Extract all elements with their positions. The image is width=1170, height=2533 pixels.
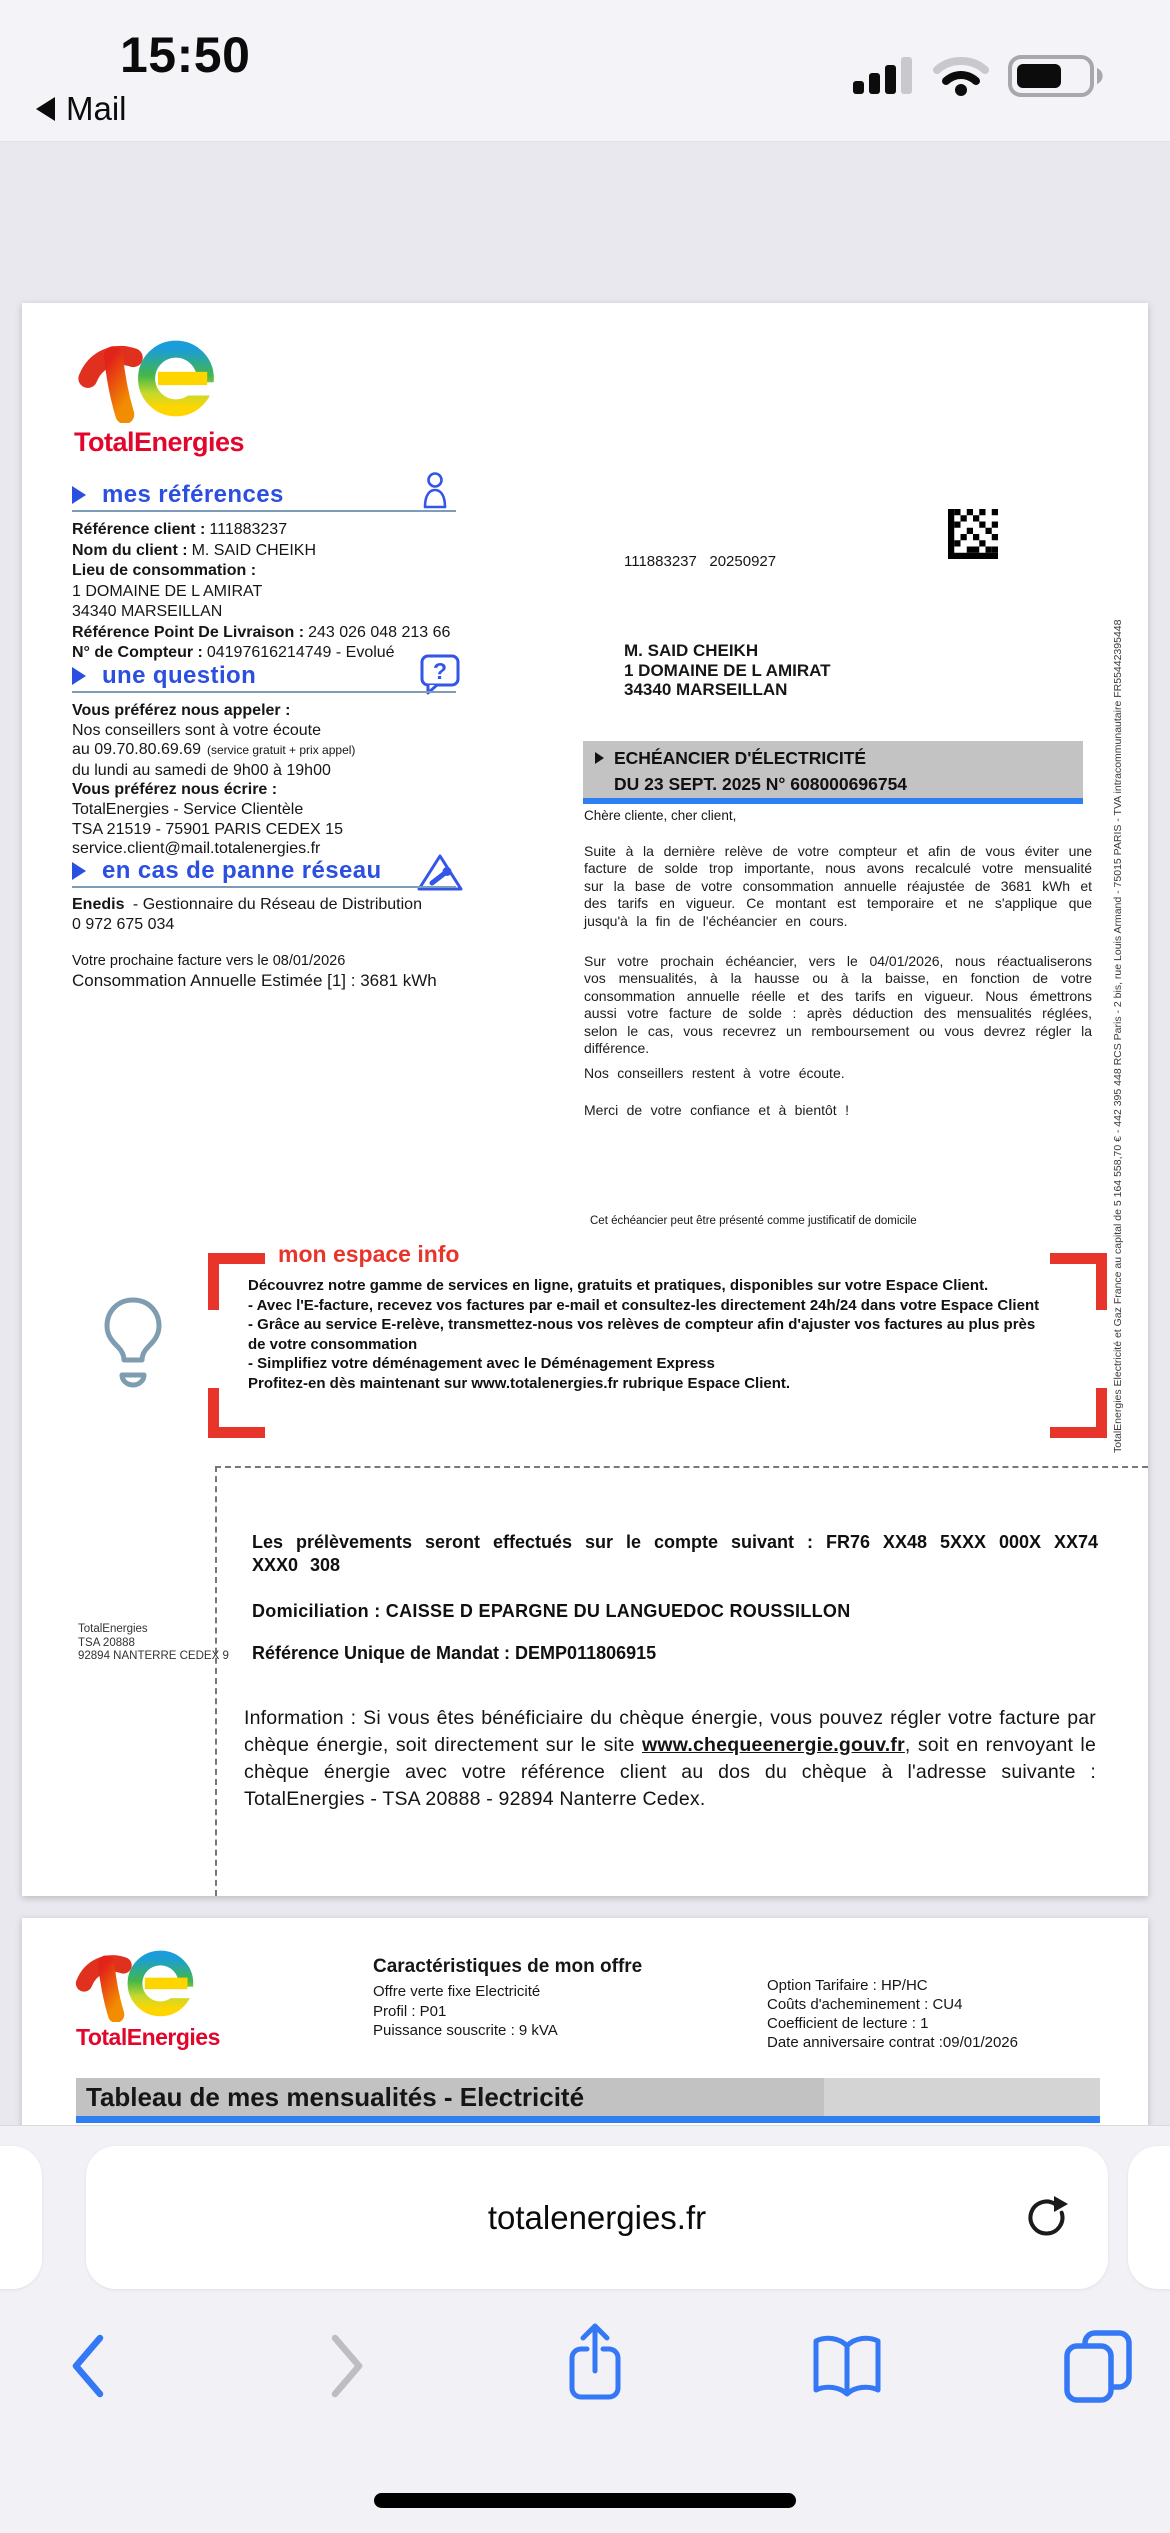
brand-wordmark: TotalEnergies xyxy=(74,427,245,457)
totalenergies-logo xyxy=(74,1944,214,2022)
url-text: totalenergies.fr xyxy=(487,2198,707,2236)
payment-account-line: Les prélèvements seront effectués sur le compte suivant : FR76 XX48 5XXX 000X XX74 XXX0 308 xyxy=(252,1532,1098,1575)
status-time: 15:50 xyxy=(120,27,251,83)
triangle-icon xyxy=(595,752,604,764)
letter-paragraph-2: Sur votre prochain échéancier, vers le 04/01/2026, nous réactualiserons vos mensualités, à la hausse ou à la baisse, en fonction de votre consommation annuelle réelle et des tarifs en vigueur. Nous émettrons aussi votre facture de solde : après déduction des mensualités réglées, selon le cas, vous recevrez un remboursement ou vous devrez régler la différence. xyxy=(584,953,1092,1057)
bookmarks-icon xyxy=(808,2334,886,2398)
status-bar xyxy=(0,0,1170,142)
coupon-dashed-left xyxy=(215,1466,217,1896)
panne-block: Enedis - Gestionnaire du Réseau de Distribution 0 972 675 034 Votre prochaine facture vers le 08/01/2026 Consommation Annuelle Estimée [1] : 3681 kWh xyxy=(72,896,437,990)
lightbulb-icon xyxy=(100,1295,166,1395)
chevron-left-icon xyxy=(68,2333,108,2399)
home-indicator[interactable] xyxy=(374,2493,796,2508)
share-button[interactable] xyxy=(563,2319,627,2407)
brand-wordmark: TotalEnergies xyxy=(76,2024,220,2050)
svg-text:?: ? xyxy=(432,658,448,684)
bracket-bottom-left xyxy=(208,1427,265,1438)
back-to-mail-button[interactable] xyxy=(36,90,127,128)
share-icon xyxy=(563,2321,627,2405)
back-mail-label: Mail xyxy=(66,90,127,127)
url-bar[interactable] xyxy=(86,2146,1108,2289)
chevron-right-icon xyxy=(327,2333,367,2399)
sender-address: TotalEnergies TSA 20888 92894 NANTERRE CEDEX 9 xyxy=(78,1623,229,1662)
espace-info-body: Découvrez notre gamme de services en ligne, gratuits et pratiques, disponibles sur votre Espace Client. - Avec l'E-facture, recevez vos factures par e-mail et consultez-les directement 24h/24 dans votre Espace Client - Grâce au service E-relève, transmettez-nous vos relèves de compteur afin d'ajuster vos factures au plus près de votre consommation - Simplifiez votre déménagement avec le Déménagement Express Profitez-en dès maintenant sur www.totalenergies.fr rubrique Espace Client. xyxy=(248,1277,1040,1392)
chequeenergie-link: www.chequeenergie.gouv.fr xyxy=(642,1734,905,1756)
cheque-energie-info: Information : Si vous êtes bénéficiaire du chèque énergie, vous pouvez régler votre facture par chèque énergie, soit directement sur le site www.chequeenergie.gouv.fr, soit en renvoyant le chèque énergie avec votre référence client au dos du chèque à l'adresse suivante : TotalEnergies - TSA 20888 - 92894 Nanterre Cedex. xyxy=(244,1707,1096,1810)
section-header-references: mes références xyxy=(72,481,284,509)
section-header-question: une question xyxy=(72,662,256,690)
coupon-dashed-top xyxy=(215,1466,1148,1468)
back-button[interactable] xyxy=(58,2326,118,2406)
echeancier-header: ECHÉANCIER D'ÉLECTRICITÉ DU 23 SEPT. 2025 N° 608000696754 xyxy=(583,741,1083,799)
payment-domiciliation: Domiciliation : CAISSE D EPARGNE DU LANGUEDOC ROUSSILLON xyxy=(252,1601,851,1621)
triangle-icon xyxy=(72,486,86,504)
table-header-underline xyxy=(76,2116,1100,2123)
bracket-bottom-right xyxy=(1050,1427,1107,1438)
letter-paragraph-1: Suite à la dernière relève de votre compteur et afin de vous éviter une facture de solde trop importante, nous avons recalculé votre mensualité sur la base de votre consommation annuelle réajustée de 3681 kWh et des tarifs en vigueur. Ce montant est temporaire et ne s'applique que jusqu'à la fin de l'échéancier en cours. xyxy=(584,843,1092,929)
forward-button[interactable] xyxy=(317,2326,377,2406)
document-page-1 xyxy=(22,303,1148,1896)
totalenergies-logo xyxy=(72,333,242,423)
table-header-bar xyxy=(76,2078,1100,2116)
payment-mandat: Référence Unique de Mandat : DEMP011806915 xyxy=(252,1643,657,1663)
recipient-address: M. SAID CHEIKH 1 DOMAINE DE L AMIRAT 34340 MARSEILLAN xyxy=(624,641,831,699)
table-header-bar-light xyxy=(824,2078,1100,2116)
offer-title: Caractéristiques de mon offre xyxy=(373,1956,643,1977)
letter-salutation: Chère cliente, cher client, xyxy=(584,808,737,823)
triangle-icon xyxy=(72,862,86,880)
document-reference-line: 111883237 20250927 xyxy=(624,553,777,570)
next-tab-peek[interactable] xyxy=(1128,2146,1170,2289)
table-title: Tableau de mes mensualités - Electricité xyxy=(86,2082,585,2112)
contract-details: Option Tarifaire : HP/HC Coûts d'acheminement : CU4 Coefficient de lecture : 1 Date anniversaire contrat :09/01/2026 xyxy=(767,1977,1018,2051)
letter-paragraph-4: Merci de votre confiance et à bientôt ! xyxy=(584,1102,849,1118)
section-underline xyxy=(72,510,456,512)
person-icon xyxy=(422,471,448,511)
justificatif-footnote: Cet échéancier peut être présenté comme justificatif de domicile xyxy=(590,1215,917,1227)
tabs-icon xyxy=(1061,2329,1135,2403)
references-block: Référence client : 111883237 Nom du client : M. SAID CHEIKH Lieu de consommation : 1 DOMAINE DE L AMIRAT 34340 MARSEILLAN Référence Point De Livraison : 243 026 048 213 66 N° de Compteur : 04197616214749 - Evolué xyxy=(72,521,451,661)
reload-icon[interactable] xyxy=(1024,2194,1070,2240)
section-header-panne: en cas de panne réseau xyxy=(72,857,382,885)
battery-icon xyxy=(1008,55,1108,97)
letter-paragraph-3: Nos conseillers restent à votre écoute. xyxy=(584,1065,845,1081)
datamatrix-barcode xyxy=(948,509,998,559)
previous-tab-peek[interactable] xyxy=(0,2146,42,2289)
question-block: Vous préférez nous appeler : Nos conseillers sont à votre écoute au 09.70.80.69.69 (service gratuit + prix appel) du lundi au samedi de 9h00 à 19h00 Vous préférez nous écrire : TotalEnergies - Service Clientèle TSA 21519 - 75901 PARIS CEDEX 15 service.client@mail.totalenergies.fr xyxy=(72,702,356,858)
legal-sidebar-text: TotalEnergies Electricité et Gaz France au capital de 5 164 558,70 € - 442 395 448 RCS Paris - 2 bis, rue Louis Armand - 75015 PARIS - TVA intracommunautaire FR55442395448 xyxy=(1112,619,1124,1453)
triangle-icon xyxy=(72,667,86,685)
safari-bottom-chrome xyxy=(0,2125,1170,2533)
wifi-icon xyxy=(933,57,989,97)
tabs-button[interactable] xyxy=(1060,2328,1136,2404)
bracket-top-left xyxy=(208,1253,219,1310)
espace-info-title: mon espace info xyxy=(278,1241,460,1267)
echeancier-underline xyxy=(583,798,1083,804)
signal-icon xyxy=(853,56,915,96)
section-underline xyxy=(72,691,456,693)
bracket-top-right xyxy=(1096,1253,1107,1310)
offer-details: Offre verte fixe Electricité Profil : P01 Puissance souscrite : 9 kVA xyxy=(373,1983,558,2039)
bookmarks-button[interactable] xyxy=(808,2331,886,2401)
question-bubble-icon xyxy=(418,653,462,695)
section-underline xyxy=(72,886,456,888)
back-triangle-icon xyxy=(36,97,55,121)
